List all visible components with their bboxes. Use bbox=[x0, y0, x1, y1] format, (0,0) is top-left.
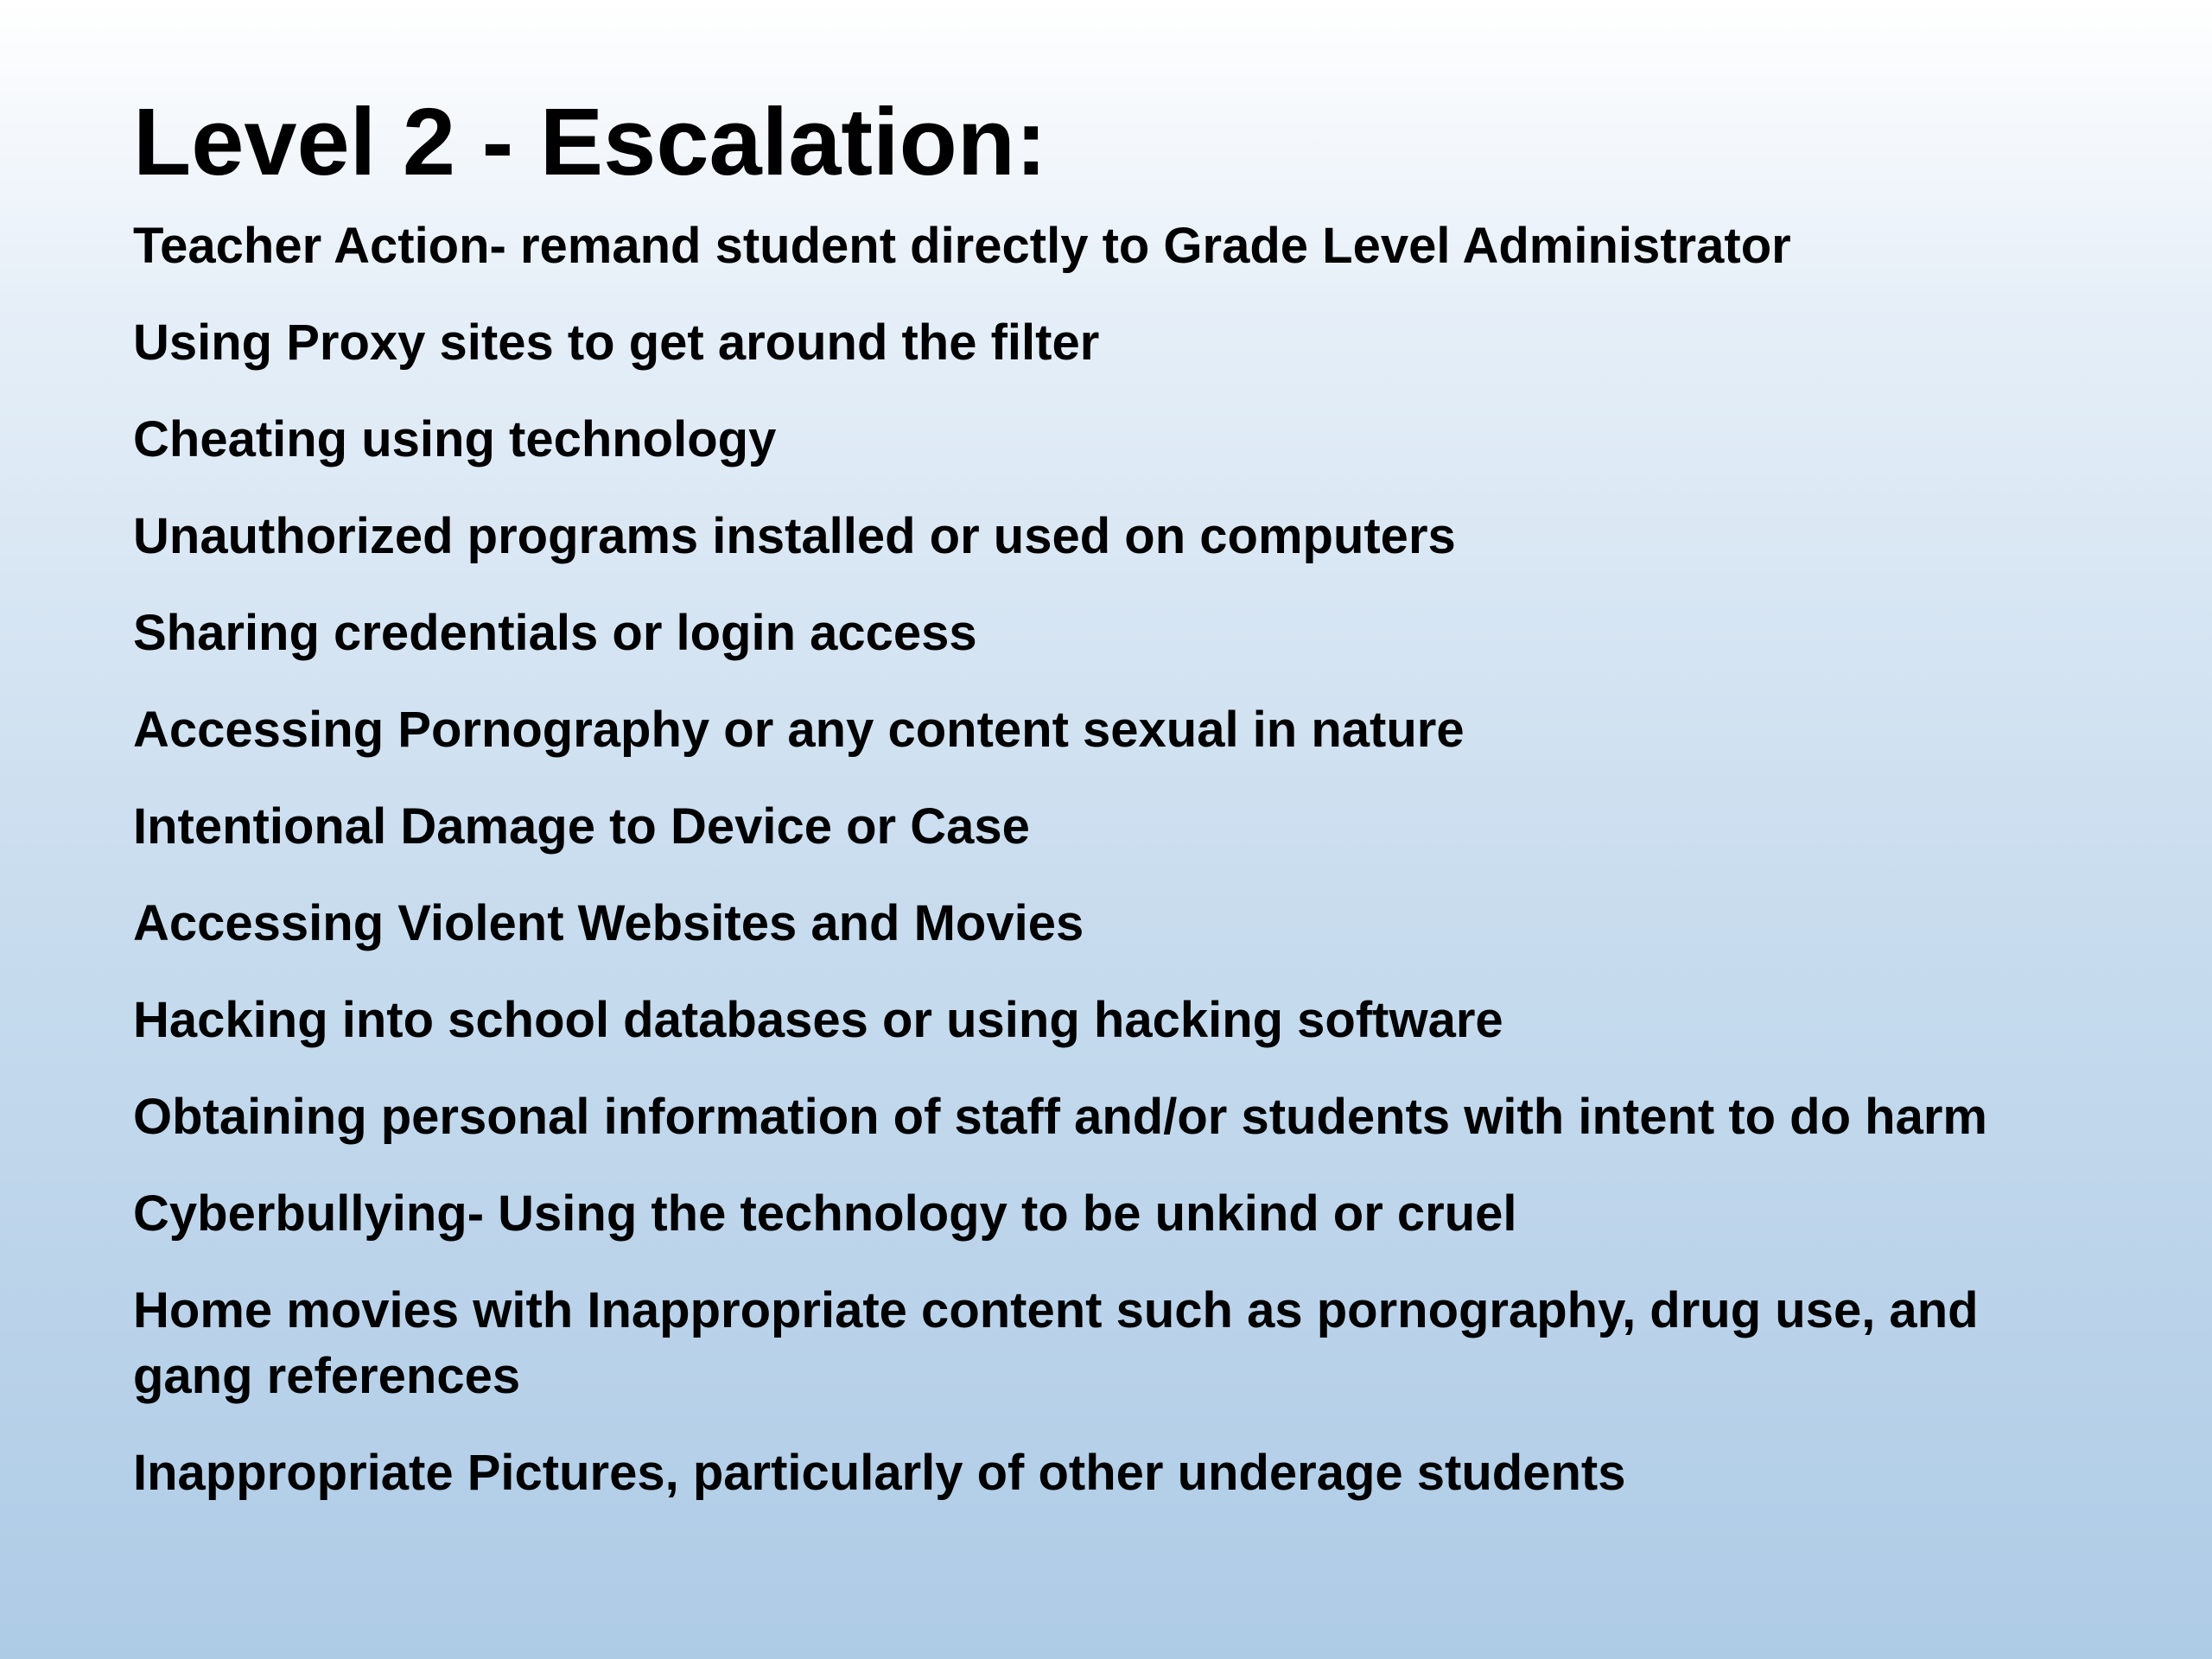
list-item-inappropriate-pictures: Inappropriate Pictures, particularly of other underage students bbox=[133, 1445, 1626, 1501]
list-item-violent-websites: Accessing Violent Websites and Movies bbox=[133, 895, 1084, 951]
list-item-personal-information: Obtaining personal information of staff and/or students with intent to do harm bbox=[133, 1089, 1987, 1145]
list-item-cheating: Cheating using technology bbox=[133, 411, 777, 467]
list-item-cyberbullying: Cyberbullying- Using the technology to be unkind or cruel bbox=[133, 1185, 1517, 1242]
list-item-accessing-pornography: Accessing Pornography or any content sexual in nature bbox=[133, 702, 1465, 758]
item-list bbox=[133, 213, 2091, 1506]
list-item-hacking: Hacking into school databases or using hacking software bbox=[133, 992, 1503, 1048]
list-item-home-movies: Home movies with Inappropriate content such as pornography, drug use, and gang references bbox=[133, 1282, 1979, 1404]
list-item-proxy-sites: Using Proxy sites to get around the filter bbox=[133, 315, 1100, 371]
list-item-intentional-damage: Intentional Damage to Device or Case bbox=[133, 798, 1030, 855]
list-item-teacher-action: Teacher Action- remand student directly to Grade Level Administrator bbox=[133, 218, 1791, 274]
list-item-unauthorized-programs: Unauthorized programs installed or used on computers bbox=[133, 508, 1456, 564]
list-item-sharing-credentials: Sharing credentials or login access bbox=[133, 605, 977, 661]
slide-title: Level 2 - Escalation: bbox=[133, 89, 1047, 195]
